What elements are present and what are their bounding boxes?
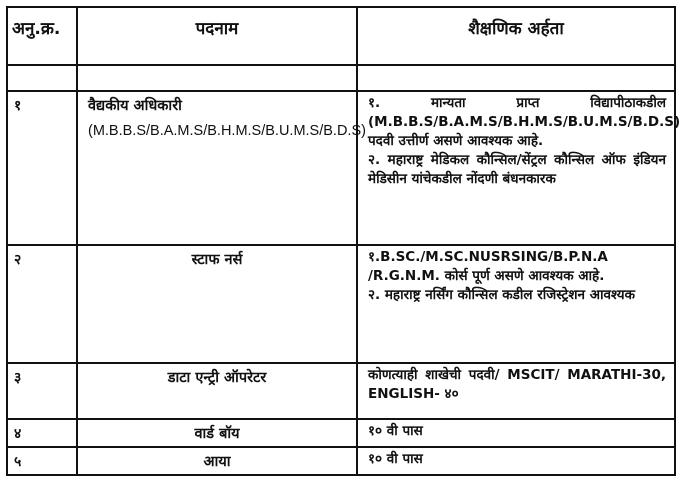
- post-cell: [77, 91, 366, 245]
- qualification-item: १. मान्यता प्राप्त विद्यापीठाकडील (M.B.B.S/B.A.M.S/B.H.M.S/B.U.M.S/B.D.S) पदवी उत्तीर्ण असणे आवश्यक आहे.: [368, 95, 681, 149]
- post-detail: (M.B.B.S/B.A.M.S/B.H.M.S/B.U.M.S/B.D.S): [88, 123, 366, 139]
- post-title: डाटा एन्ट्री ऑपरेटर: [167, 370, 267, 386]
- serial-cell: ५: [7, 447, 77, 475]
- blank-cell: [7, 65, 77, 91]
- post-cell: [77, 245, 357, 363]
- qualification-item: २. महाराष्ट्र नर्सिंग कौन्सिल कडील रजिस्ट्रेशन आवश्यक: [368, 287, 635, 303]
- header-post: पदनाम: [77, 7, 357, 65]
- header-qualification: शैक्षणिक अर्हता: [357, 7, 675, 65]
- qualification-cell: [357, 419, 675, 447]
- post-cell: [77, 419, 357, 447]
- table-row: [7, 91, 675, 245]
- qualification-item: २. महाराष्ट्र मेडिकल कौन्सिल/सेंट्रल कौन्सिल ऑफ इंडियन मेडिसीन यांचेकडील नोंदणी बंधनकारक: [368, 152, 666, 187]
- post-cell: [77, 447, 357, 475]
- serial-cell: १: [7, 91, 77, 245]
- blank-cell: [357, 65, 675, 91]
- post-title: वैद्यकीय अधिकारी: [88, 98, 182, 114]
- qualification-item: १.B.SC./M.SC.NUSRSING/B.P.N.A /R.G.N.M. कोर्स पूर्ण असणे आवश्यक आहे.: [368, 249, 608, 284]
- qualification-cell: [357, 447, 675, 475]
- header-row: [7, 7, 675, 65]
- serial-cell: २: [7, 245, 77, 363]
- header-serial: अनु.क्र.: [7, 7, 77, 65]
- table-row: [7, 363, 675, 419]
- blank-cell: [77, 65, 357, 91]
- blank-row: [7, 65, 675, 91]
- post-cell: [77, 363, 357, 419]
- post-title: वार्ड बॉय: [194, 426, 240, 442]
- qualification-item: १० वी पास: [368, 423, 423, 439]
- serial-cell: ४: [7, 419, 77, 447]
- table-row: [7, 419, 675, 447]
- table-row: [7, 447, 675, 475]
- qualification-table: [6, 6, 681, 476]
- post-title: आया: [203, 454, 231, 470]
- qualification-cell: [357, 363, 675, 419]
- qualification-cell: [357, 91, 681, 245]
- table-row: [7, 245, 675, 363]
- qualification-item: कोणत्याही शाखेची पदवी/ MSCIT/ MARATHI-30, ENGLISH- ४०: [368, 367, 666, 402]
- post-title: स्टाफ नर्स: [191, 252, 243, 268]
- recruitment-table: [6, 6, 681, 476]
- qualification-item: १० वी पास: [368, 451, 423, 467]
- serial-cell: ३: [7, 363, 77, 419]
- qualification-cell: [357, 245, 675, 363]
